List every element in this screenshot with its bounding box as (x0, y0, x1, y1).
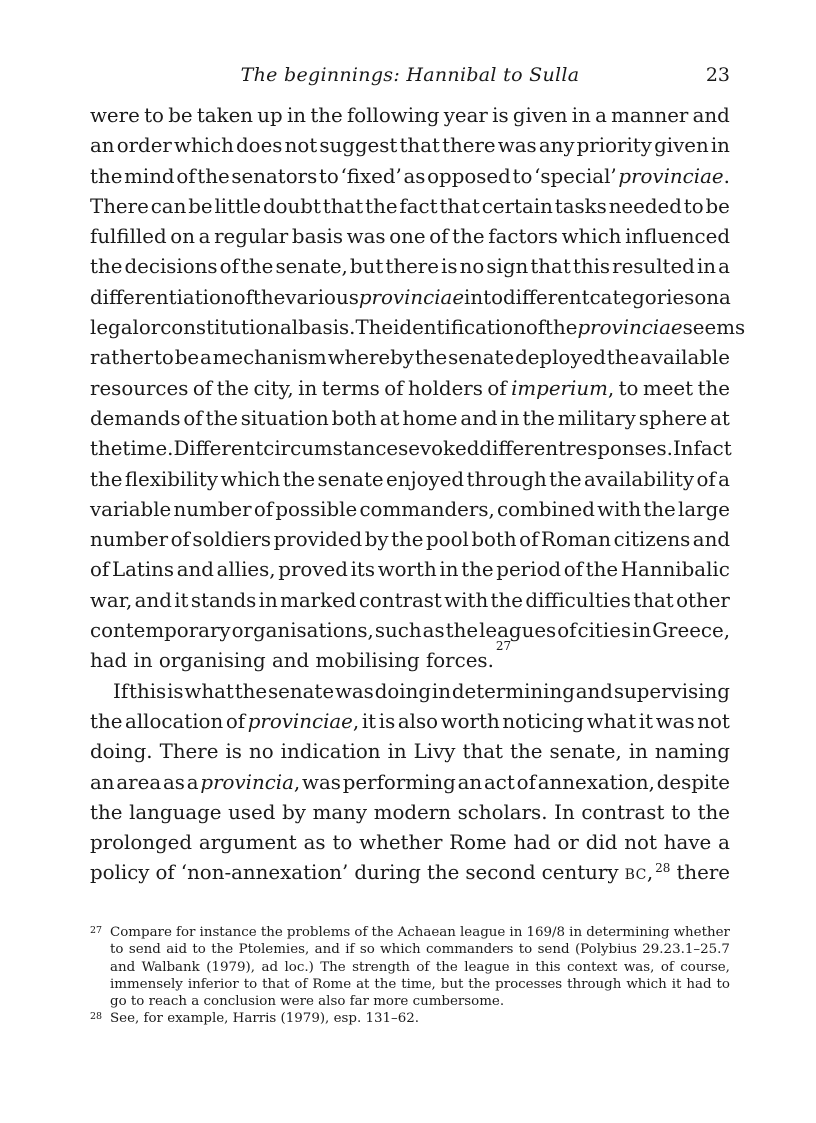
text-line: resources of the city, in terms of holders of imperium, to meet the (90, 376, 730, 400)
footnote (90, 1010, 730, 1027)
text-line: had in organising and mobilising forces. 27 (90, 639, 512, 673)
footnote-line: Compare for instance the problems of the Achaean league in 169/8 in determining whether (110, 925, 730, 940)
text-line: the decisions of the senate, but there is no sign that this resulted in a (90, 255, 730, 279)
text-line: There can be little doubt that the fact that certain tasks needed to be (90, 194, 730, 218)
text-line: prolonged argument as to whether Rome had or did not have a (90, 831, 730, 855)
text-line: an area as a provincia, was performing an act of annexation, despite (90, 770, 730, 794)
text-line: the language used by many modern scholars. In contrast to the (90, 800, 730, 824)
text-line: war, and it stands in marked contrast with the difficulties that other (90, 588, 730, 612)
text-line: rather to be a mechanism whereby the senate deployed the available (90, 346, 730, 370)
text-line: an order which does not suggest that there was any priority given in (90, 134, 730, 158)
footnote-list (90, 924, 730, 1028)
paragraph-1 (90, 101, 746, 677)
text-line: number of soldiers provided by the pool both of Roman citizens and (90, 528, 730, 552)
paragraph-2 (90, 677, 730, 889)
text-line: policy of ‘non-annexation’ during the second century bc, $^{28}$ there (90, 860, 730, 885)
footnote-line: See, for example, Harris (1979), esp. 131–62. (110, 1011, 420, 1027)
footnote (90, 924, 730, 1010)
text-line: doing. There is no indication in Livy that the senate, in naming (90, 740, 730, 764)
text-line: contemporary organisations, such as the leagues of cities in Greece, (90, 619, 730, 643)
text-line: the allocation of provinciae, it is also worth noticing what it was not (90, 709, 730, 733)
running-head (90, 60, 730, 90)
footnote-line: go to reach a conclusion were also far more cumbersome. (110, 994, 505, 1010)
text-line: If this is what the senate was doing in determining and supervising (113, 679, 730, 703)
footnote-mark: 27 (90, 925, 103, 936)
text-line: differentiation of the various provinciae into different categories on a (90, 285, 731, 309)
footnote-line: to send aid to the Ptolemies, and if so which commanders to send (Polybius 29.23.1–25.7 (110, 942, 730, 958)
text-line: the flexibility which the senate enjoyed through the availability of a (90, 467, 730, 491)
body-text (90, 101, 746, 889)
page-number: 23 (705, 64, 730, 86)
text-line: the mind of the senators to ‘fixed’ as opposed to ‘special’ provinciae. (90, 164, 730, 188)
footnote-line: immensely inferior to that of Rome at the time, but the processes through which it had to (110, 976, 730, 992)
text-line: fulfilled on a regular basis was one of the factors which influenced (90, 225, 730, 249)
text-line: variable number of possible commanders, combined with the large (90, 497, 730, 521)
text-line: were to be taken up in the following year is given in a manner and (90, 104, 730, 127)
text-line: legal or constitutional basis. The identification of the provinciae seems (90, 316, 746, 340)
running-title: The beginnings: Hannibal to Sulla (240, 64, 580, 86)
text-line: the time. Different circumstances evoked different responses. In fact (90, 437, 732, 461)
footnote-line: and Walbank (1979), ad loc.) The strength of the league in this context was, of course, (110, 959, 730, 975)
text-line: of Latins and allies, proved its worth in the period of the Hannibalic (90, 558, 730, 582)
footnotes (90, 924, 730, 1028)
text-line: demands of the situation both at home and in the military sphere at (90, 406, 730, 430)
footnote-mark: 28 (90, 1011, 103, 1023)
